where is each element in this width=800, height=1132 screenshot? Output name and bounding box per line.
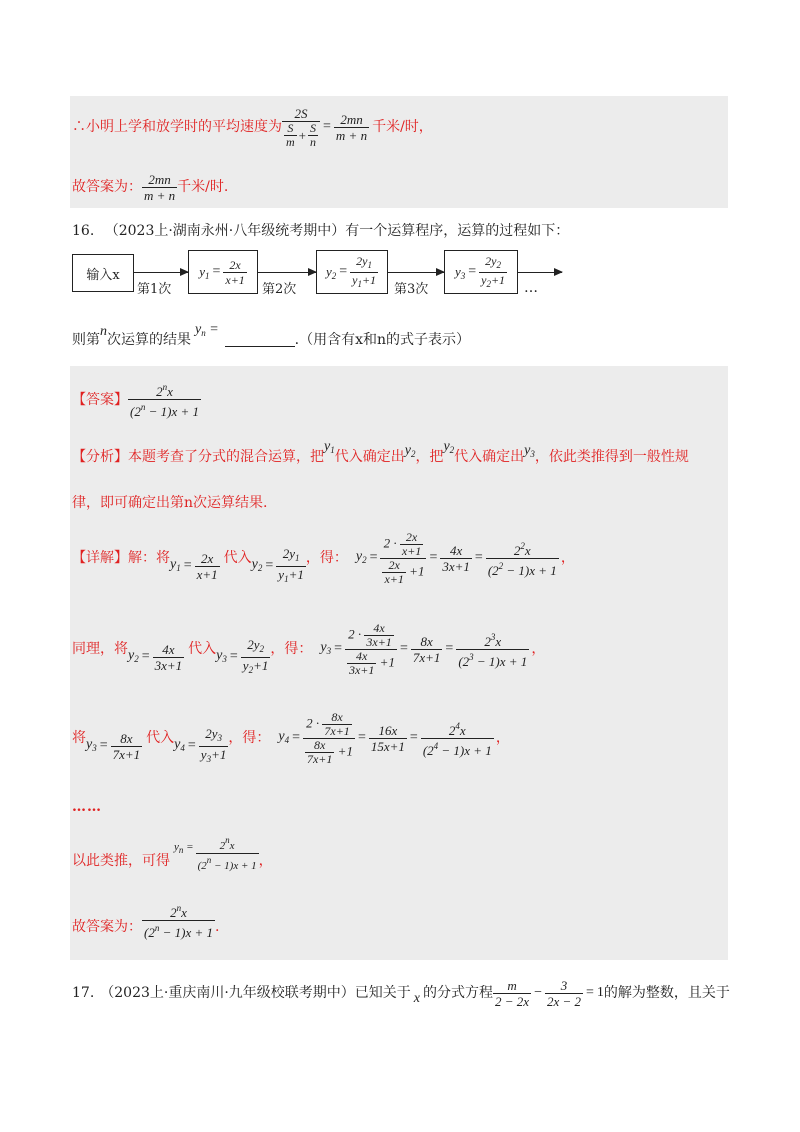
q16-dots: …… <box>72 799 102 815</box>
flow-box-y2: $y_2$ = $\frac{2y_1}{y_1+1}$ <box>316 250 388 294</box>
flow-arrow-4 <box>518 272 562 273</box>
flow-arrow-1 <box>134 272 188 273</box>
answer-blank <box>225 332 295 347</box>
q16-final-answer: 故答案为： $\frac{2^nx}{(2^n - 1)x + 1}$ . <box>72 902 220 940</box>
flow-step-label-1: 第1次 <box>137 282 172 297</box>
q16-detail-step3: 将 $y_3$ = $\frac{8x}{7x+1}$ 代入 $y_4$ = $\frac{2y_3}{y_3+1}$ ，得： $y_4$ = 2 · $\frac{8x}{7x+1}$ $\frac{8x}{7x+1}$ +1 = $\frac{16x}{15x+1}$ = $\frac{2^4x}{(2^4 - 1)x + 1}$ ， <box>72 709 510 766</box>
q16-conclusion: 以此类推，可得 $y_n$ = $\frac{2^nx}{(2^n - 1)x + 1}$ ， <box>72 834 273 872</box>
top-line-2: 故答案为： $\frac{2mn}{m + n}$ 千米/时. <box>72 171 229 203</box>
fraction-avg-speed: 2S $\frac{S}{m}$ + $\frac{S}{n}$ <box>282 106 320 149</box>
q16-question: 则第 n 次运算的结果 $y_n$ = .（用含有x和n的式子表示） <box>72 322 471 348</box>
flow-arrow-3 <box>388 272 444 273</box>
flow-input-box: 输入x <box>72 254 134 292</box>
flow-ellipsis: … <box>524 280 538 296</box>
flow-step-label-2: 第2次 <box>262 282 297 297</box>
flow-step-label-3: 第3次 <box>394 282 429 297</box>
q16-detail-step2: 同理，将 $y_2$ = $\frac{4x}{3x+1}$ 代入 $y_3$ = $\frac{2y_2}{y_2+1}$ ，得： $y_3$ = 2 · $\frac{4x}{3x+1}$ $\frac{4x}{3x+1}$ +1 = $\frac{8x}{7x+1}$ = $\frac{2^3x}{(2^3 - 1)x + 1}$ ， <box>72 620 546 677</box>
flow-box-y3: $y_3$ = $\frac{2y_2}{y_2+1}$ <box>444 250 518 294</box>
flow-box-y1: $y_1$ = $\frac{2x}{x+1}$ <box>188 250 258 294</box>
q16-analysis-line1: 【分析】 本题考查了分式的混合运算，把 $y_1$ 代入确定出 $y_2$ ，把 $y_2$ 代入确定出 $y_3$ ，依此类推得到一般性规 <box>72 439 689 465</box>
q16-stem: 16. （2023上·湖南永州·八年级统考期中）有一个运算程序，运算的过程如下： <box>72 223 570 239</box>
q16-analysis-line2: 律，即可确定出第n次运算结果. <box>72 495 268 511</box>
q17-stem: 17. （2023上·重庆南川·九年级校联考期中） 已知关于 x 的分式方程 $\frac{m}{2 - 2x}$ − $\frac{3}{2x - 2}$ = 1 的解为整数，且关于 <box>72 977 730 1009</box>
flow-arrow-2 <box>258 272 316 273</box>
top-line-1: ∴小明上学和放学时的平均速度为 2S $\frac{S}{m}$ + $\frac{S}{n}$ = $\frac{2mn}{m + n}$ 千米/时， <box>72 105 433 149</box>
q16-detail-step1: 【详解】 解：将 $y_1$ = $\frac{2x}{x+1}$ 代入 $y_2$ = $\frac{2y_1}{y_1+1}$ ，得： $y_2$ = 2 · $\frac{2x}{x+1}$ $\frac{2x}{x+1}$ +1 = $\frac{4x}{3x+1}$ = $\frac{2^2x}{(2^2 - 1)x + 1}$ ， <box>72 529 575 586</box>
q16-answer: 【答案】 $\frac{2^nx}{(2^n - 1)x + 1}$ <box>72 382 199 419</box>
